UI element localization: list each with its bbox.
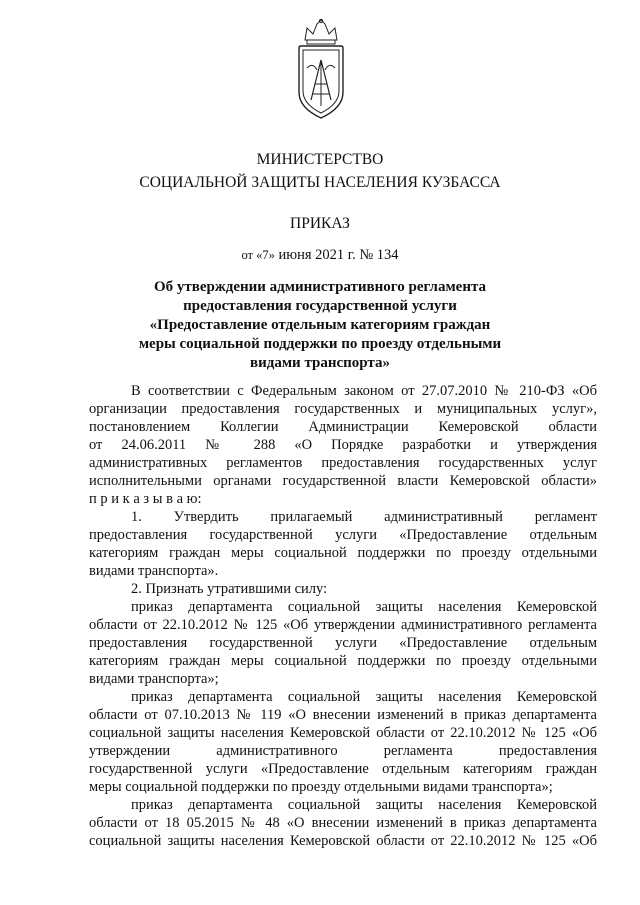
title-line: видами транспорта» (250, 355, 390, 371)
body-line: предоставления государственной услуги «Предоставление отдельным (89, 527, 597, 543)
document-body (89, 382, 597, 850)
body-line: области от 18 05.2015 № 48 «О внесении изменений в приказ департамента (89, 815, 597, 831)
body-line: социальной защиты населения Кемеровской области от 22.10.2012 № 125 «Об (89, 725, 597, 741)
date-prefix: от «7» (241, 248, 275, 262)
body-line: государственной услуги «Предоставление отдельным категориям граждан (89, 761, 597, 777)
body-line: видами транспорта»; (89, 671, 219, 687)
body-line: от 24.06.2011 № 288 «О Порядке разработки и утверждения (89, 437, 597, 453)
body-line-order-word: п р и к а з ы в а ю: (89, 491, 202, 507)
kuzbass-coat-of-arms-icon (293, 18, 349, 122)
body-line: приказ департамента социальной защиты населения Кемеровской (131, 599, 597, 615)
body-line: меры социальной поддержки по проезду отдельными видами транспорта»; (89, 779, 553, 795)
title-line: меры социальной поддержки по проезду отдельными (138, 336, 502, 352)
body-line: утверждении административного регламента предоставления (89, 743, 597, 759)
document-date (60, 247, 580, 264)
body-line: постановлением Коллегии Администрации Кемеровской области (89, 419, 597, 435)
title-line: «Предоставление отдельным категориям граждан (149, 317, 491, 333)
body-line: категориям граждан меры социальной поддержки по проезду отдельными (89, 653, 597, 669)
date-main: июня 2021 г. № 134 (274, 247, 399, 263)
body-line: приказ департамента социальной защиты населения Кемеровской (131, 689, 597, 705)
body-line: области от 22.10.2012 № 125 «Об утверждении административного регламента (89, 617, 597, 633)
title-line: Об утверждении административного регламента (153, 279, 487, 295)
body-line: административных регламентов предоставления государственных услуг (89, 455, 597, 471)
body-line: категориям граждан меры социальной поддержки по проезду отдельными (89, 545, 597, 561)
body-line: приказ департамента социальной защиты населения Кемеровской (131, 797, 597, 813)
ministry-line-2: СОЦИАЛЬНОЙ ЗАЩИТЫ НАСЕЛЕНИЯ КУЗБАССА (139, 174, 501, 191)
document-title (100, 278, 540, 373)
body-line: исполнительными органами государственной власти Кемеровской области» (89, 473, 597, 489)
body-line: организации предоставления государственных и муниципальных услуг», (89, 401, 597, 417)
body-line: видами транспорта». (89, 563, 219, 579)
ministry-line-1: МИНИСТЕРСТВО (256, 151, 384, 168)
document-type: ПРИКАЗ (290, 215, 350, 232)
body-line: 1. Утвердить прилагаемый административный регламент (131, 509, 597, 525)
body-line: социальной защиты населения Кемеровской области от 22.10.2012 № 125 «Об (89, 833, 597, 849)
title-line: предоставления государственной услуги (183, 298, 457, 314)
body-line: 2. Признать утратившими силу: (131, 581, 328, 597)
body-line: предоставления государственной услуги «Предоставление отдельным (89, 635, 597, 651)
body-line: области от 07.10.2013 № 119 «О внесении изменений в приказ департамента (89, 707, 597, 723)
body-line: В соответствии с Федеральным законом от 27.07.2010 № 210-ФЗ «Об (131, 383, 597, 399)
